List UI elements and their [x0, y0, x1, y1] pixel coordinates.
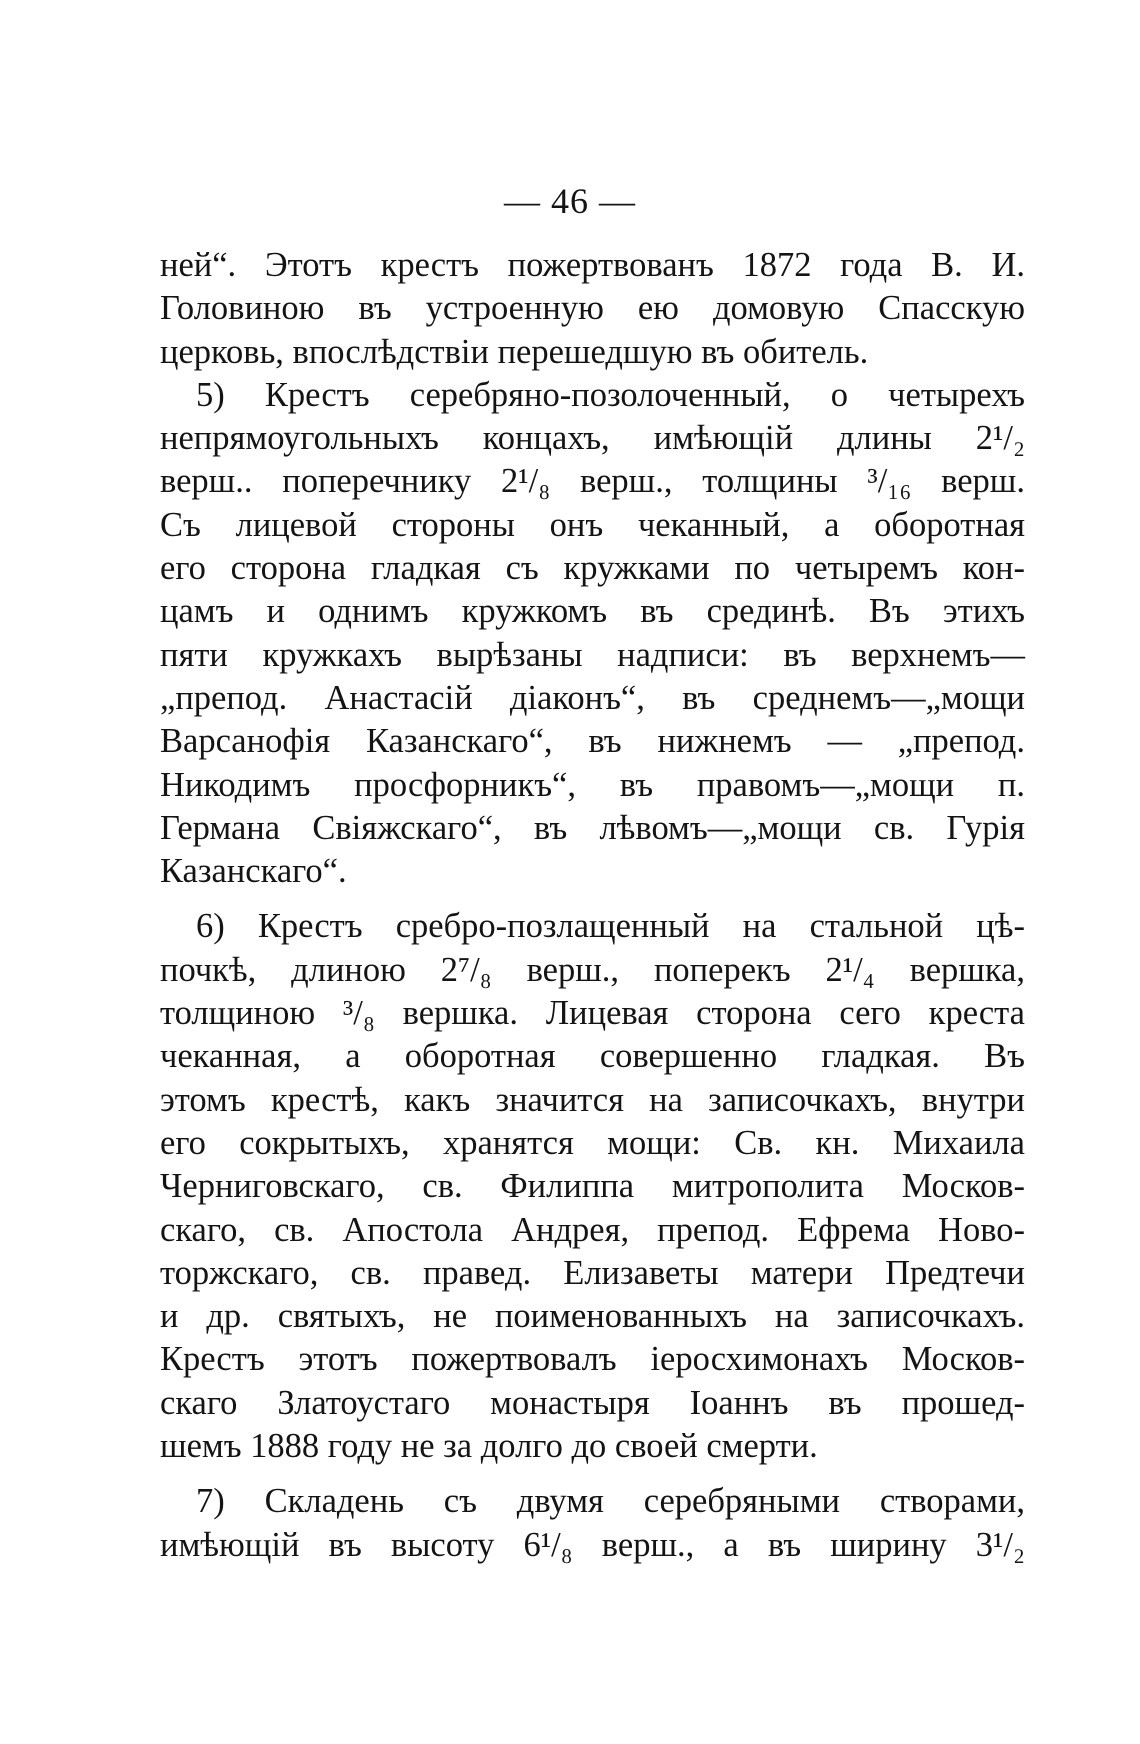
body-text	[160, 244, 1025, 1567]
paragraph-4	[160, 1480, 1025, 1567]
text-line: Казанскаго“.	[160, 852, 347, 891]
text-line: почкѣ, длиною 2⁷/₈ верш., поперекъ 2¹/₄ вершка,	[160, 950, 1025, 989]
text-line: 7) Складень съ двумя серебряными створами,	[196, 1482, 1025, 1521]
text-line: скаго, св. Апостола Андрея, препод. Ефрема Ново-	[160, 1210, 1025, 1249]
paragraph-1	[160, 244, 1025, 374]
text-line: его сторона гладкая съ кружками по четыремъ кон-	[160, 549, 1025, 588]
text-line: имѣющій въ высоту 6¹/₈ верш., а въ ширину 3¹/₂	[160, 1525, 1025, 1564]
text-line: и др. святыхъ, не поименованныхъ на записочкахъ.	[160, 1297, 1025, 1336]
text-line: Черниговскаго, св. Филиппа митрополита Москов-	[160, 1167, 1025, 1206]
text-line: Съ лицевой стороны онъ чеканный, а оборотная	[160, 505, 1025, 544]
text-line: торжскаго, св. правед. Елизаветы матери Предтечи	[160, 1253, 1025, 1292]
text-line: чеканная, а оборотная совершенно гладкая. Въ	[160, 1037, 1025, 1076]
text-line: 5) Крестъ серебряно-позолоченный, о четырехъ	[196, 375, 1025, 414]
text-line: непрямоугольныхъ концахъ, имѣющій длины 2¹/₂	[160, 419, 1025, 458]
text-line: ней“. Этотъ крестъ пожертвованъ 1872 года В. И.	[160, 246, 1025, 284]
text-line: скаго Златоустаго монастыря Іоаннъ въ прошед-	[160, 1383, 1025, 1422]
text-line: Никодимъ просфорникъ“, въ правомъ—„мощи п.	[160, 765, 1025, 804]
text-line: пяти кружкахъ вырѣзаны надписи: въ верхнемъ—	[160, 635, 1025, 674]
paragraph-2	[160, 374, 1025, 894]
text-line: „препод. Анастасій діаконъ“, въ среднемъ—„мощи	[160, 678, 1025, 717]
text-line: Головиною въ устроенную ею домовую Спасскую	[160, 289, 1025, 328]
text-line: церковь, впослѣдствіи перешедшую въ обитель.	[160, 332, 869, 371]
text-line: этомъ крестѣ, какъ значится на записочкахъ, внутри	[160, 1080, 1025, 1119]
text-line: цамъ и однимъ кружкомъ въ срединѣ. Въ этихъ	[160, 592, 1025, 631]
text-line: Германа Свіяжскаго“, въ лѣвомъ—„мощи св. Гурія	[160, 808, 1025, 847]
text-line: шемъ 1888 году не за долго до своей смерти.	[160, 1427, 818, 1466]
text-line: его сокрытыхъ, хранятся мощи: Св. кн. Михаила	[160, 1123, 1025, 1162]
text-line: верш.. поперечнику 2¹/₈ верш., толщины ³/₁₆ верш.	[160, 462, 1025, 501]
text-line: 6) Крестъ сребро-позлащенный на стальной цѣ-	[196, 907, 1025, 946]
text-line: Крестъ этотъ пожертвовалъ іеросхимонахъ Москов-	[160, 1340, 1025, 1379]
paragraph-3	[160, 905, 1025, 1468]
page-number: — 46 —	[504, 181, 636, 221]
text-line: толщиною ³/₈ вершка. Лицевая сторона сего креста	[160, 994, 1025, 1033]
text-line: Варсанофія Казанскаго“, въ нижнемъ — „препод.	[160, 722, 1025, 761]
